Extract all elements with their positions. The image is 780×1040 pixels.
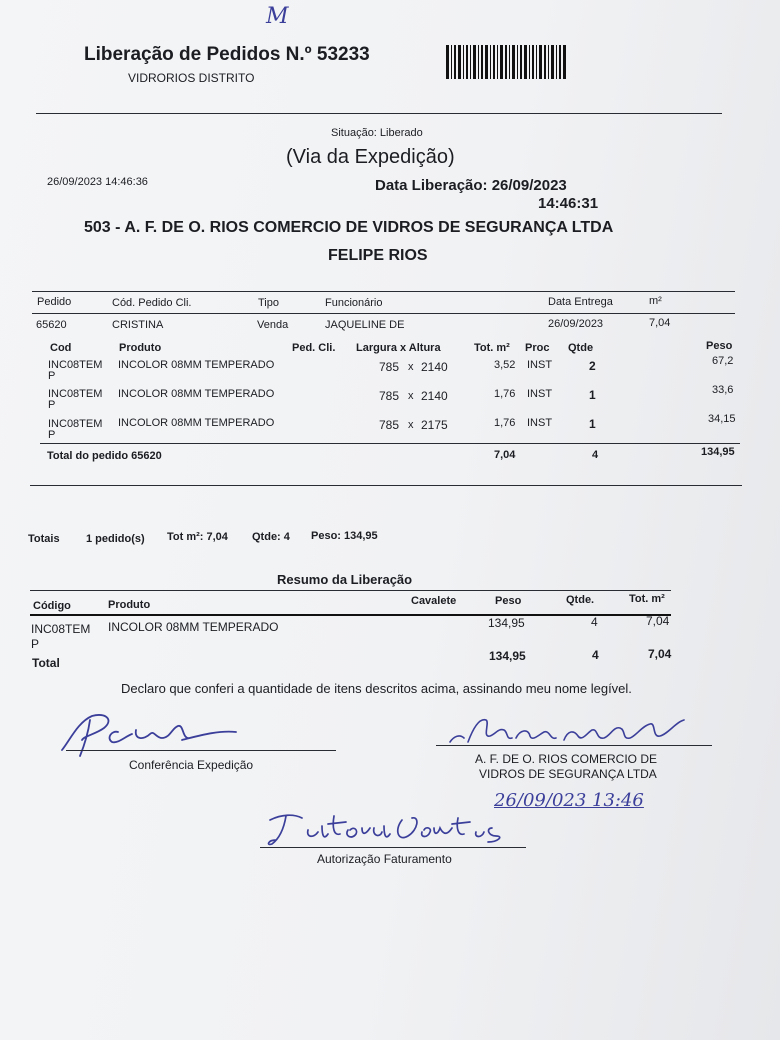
order-m2: 7,04 xyxy=(649,317,671,329)
item-tot-m2: 1,76 xyxy=(494,417,516,429)
item-x: x xyxy=(408,390,414,402)
handwritten-date: 26/09/023 13:46 xyxy=(494,790,644,811)
barcode-icon xyxy=(446,45,568,79)
release-time: 14:46:31 xyxy=(538,195,599,212)
items-col-proc: Proc xyxy=(525,342,550,354)
order-header-divider xyxy=(32,313,735,314)
items-col-peso: Peso xyxy=(706,340,733,352)
order-client-code: CRISTINA xyxy=(112,319,164,331)
via-label: (Via da Expedição) xyxy=(286,146,455,168)
item-proc: INST xyxy=(527,417,553,429)
items-col-produto: Produto xyxy=(119,342,162,354)
summary-total-peso: 134,95 xyxy=(489,649,526,663)
summary-col-cavalete: Cavalete xyxy=(411,595,457,607)
release-date: Data Liberação: 26/09/2023 xyxy=(375,177,567,194)
item-cod-cont: P xyxy=(48,429,56,441)
company-line xyxy=(436,745,712,746)
signature-authorization xyxy=(262,806,522,850)
summary-total-label: Total xyxy=(32,656,60,670)
item-tot-m2: 3,52 xyxy=(494,359,516,371)
order-total-qtde: 4 xyxy=(592,449,599,461)
printed-at: 26/09/2023 14:46:36 xyxy=(47,176,148,188)
items-col-tot-m2: Tot. m² xyxy=(474,342,510,354)
items-col-qtde: Qtde xyxy=(568,342,594,354)
item-tot-m2: 1,76 xyxy=(494,388,516,400)
item-largura: 785 xyxy=(379,389,400,403)
item-cod: INC08TEM xyxy=(48,359,103,371)
item-peso: 33,6 xyxy=(712,384,734,396)
items-total-divider xyxy=(40,443,740,444)
item-altura: 2140 xyxy=(421,389,448,403)
conference-line xyxy=(66,750,336,751)
document-title: Liberação de Pedidos N.º 53233 xyxy=(84,44,370,65)
company-sign-line2: VIDROS DE SEGURANÇA LTDA xyxy=(479,767,657,781)
company-sign-line1: A. F. DE O. RIOS COMERCIO DE xyxy=(475,752,658,766)
item-cod: INC08TEM xyxy=(48,418,103,430)
item-produto: INCOLOR 08MM TEMPERADO xyxy=(118,417,275,429)
order-delivery-date: 26/09/2023 xyxy=(548,318,604,330)
order-number: 65620 xyxy=(36,319,67,331)
signature-company xyxy=(446,712,696,748)
item-qtde: 1 xyxy=(589,388,596,402)
items-col-ped-cli: Ped. Cli. xyxy=(292,342,336,354)
items-col-largura-altura: Largura x Altura xyxy=(356,342,441,354)
order-total-m2: 7,04 xyxy=(494,449,516,461)
handwritten-mark: M xyxy=(266,4,289,29)
col-m2: m² xyxy=(649,295,662,307)
order-top-divider xyxy=(32,291,735,292)
authorization-label: Autorização Faturamento xyxy=(317,852,452,866)
summary-title: Resumo da Liberação xyxy=(277,572,413,587)
item-cod: INC08TEM xyxy=(48,388,103,400)
client-name: 503 - A. F. DE O. RIOS COMERCIO DE VIDROS DE SEGURANÇA LTDA xyxy=(84,219,614,236)
item-largura: 785 xyxy=(379,418,400,432)
item-x: x xyxy=(408,361,414,373)
totals-peso: Peso: 134,95 xyxy=(311,530,378,542)
summary-col-tot-m2: Tot. m² xyxy=(629,593,665,605)
order-bottom-divider xyxy=(30,485,742,486)
totals-m2: Tot m²: 7,04 xyxy=(167,531,228,543)
col-cod-pedido-cli: Cód. Pedido Cli. xyxy=(112,297,192,309)
item-qtde: 2 xyxy=(589,359,596,373)
order-type: Venda xyxy=(257,319,289,331)
item-produto: INCOLOR 08MM TEMPERADO xyxy=(118,388,275,400)
item-proc: INST xyxy=(527,359,553,371)
items-col-cod: Cod xyxy=(50,342,72,354)
item-x: x xyxy=(408,419,414,431)
summary-header-divider xyxy=(30,614,671,616)
order-employee: JAQUELINE DE xyxy=(325,319,405,331)
conference-label: Conferência Expedição xyxy=(129,758,254,772)
totals-orders: 1 pedido(s) xyxy=(86,533,145,545)
col-tipo: Tipo xyxy=(258,297,279,309)
summary-row-peso: 134,95 xyxy=(488,616,525,630)
item-proc: INST xyxy=(527,388,553,400)
item-peso: 67,2 xyxy=(712,355,734,367)
item-altura: 2140 xyxy=(421,360,448,374)
item-largura: 785 xyxy=(379,360,400,374)
summary-col-codigo: Código xyxy=(33,600,71,612)
col-funcionario: Funcionário xyxy=(325,297,383,309)
item-altura: 2175 xyxy=(421,418,448,432)
summary-row-codigo: INC08TEM xyxy=(31,622,91,636)
order-total-label: Total do pedido 65620 xyxy=(47,450,162,462)
summary-total-qtde: 4 xyxy=(592,648,599,662)
summary-row-produto: INCOLOR 08MM TEMPERADO xyxy=(108,620,279,634)
col-data-entrega: Data Entrega xyxy=(548,296,613,308)
order-total-peso: 134,95 xyxy=(701,446,735,458)
summary-row-m2: 7,04 xyxy=(646,614,670,628)
item-peso: 34,15 xyxy=(708,413,736,425)
item-qtde: 1 xyxy=(589,417,596,431)
item-cod-cont: P xyxy=(48,399,56,411)
situation-text: Situação: Liberado xyxy=(331,127,423,139)
item-produto: INCOLOR 08MM TEMPERADO xyxy=(118,359,275,371)
company-name: VIDRORIOS DISTRITO xyxy=(128,71,255,85)
client-contact: FELIPE RIOS xyxy=(328,247,428,264)
signature-conference xyxy=(58,710,248,762)
summary-col-peso: Peso xyxy=(495,595,522,607)
col-pedido: Pedido xyxy=(37,296,72,308)
authorization-line xyxy=(260,847,526,848)
summary-col-qtde: Qtde. xyxy=(566,594,595,606)
totals-label: Totais xyxy=(28,533,60,545)
totals-qtde: Qtde: 4 xyxy=(252,531,290,543)
summary-row-qtde: 4 xyxy=(591,615,598,629)
item-cod-cont: P xyxy=(48,370,56,382)
summary-row-codigo-cont: P xyxy=(31,637,40,651)
declaration-text: Declaro que conferi a quantidade de itens descritos acima, assinando meu nome legível. xyxy=(121,681,632,696)
header-divider xyxy=(36,113,722,114)
summary-col-produto: Produto xyxy=(108,599,151,611)
summary-total-m2: 7,04 xyxy=(648,647,672,661)
summary-top-divider xyxy=(30,590,671,591)
